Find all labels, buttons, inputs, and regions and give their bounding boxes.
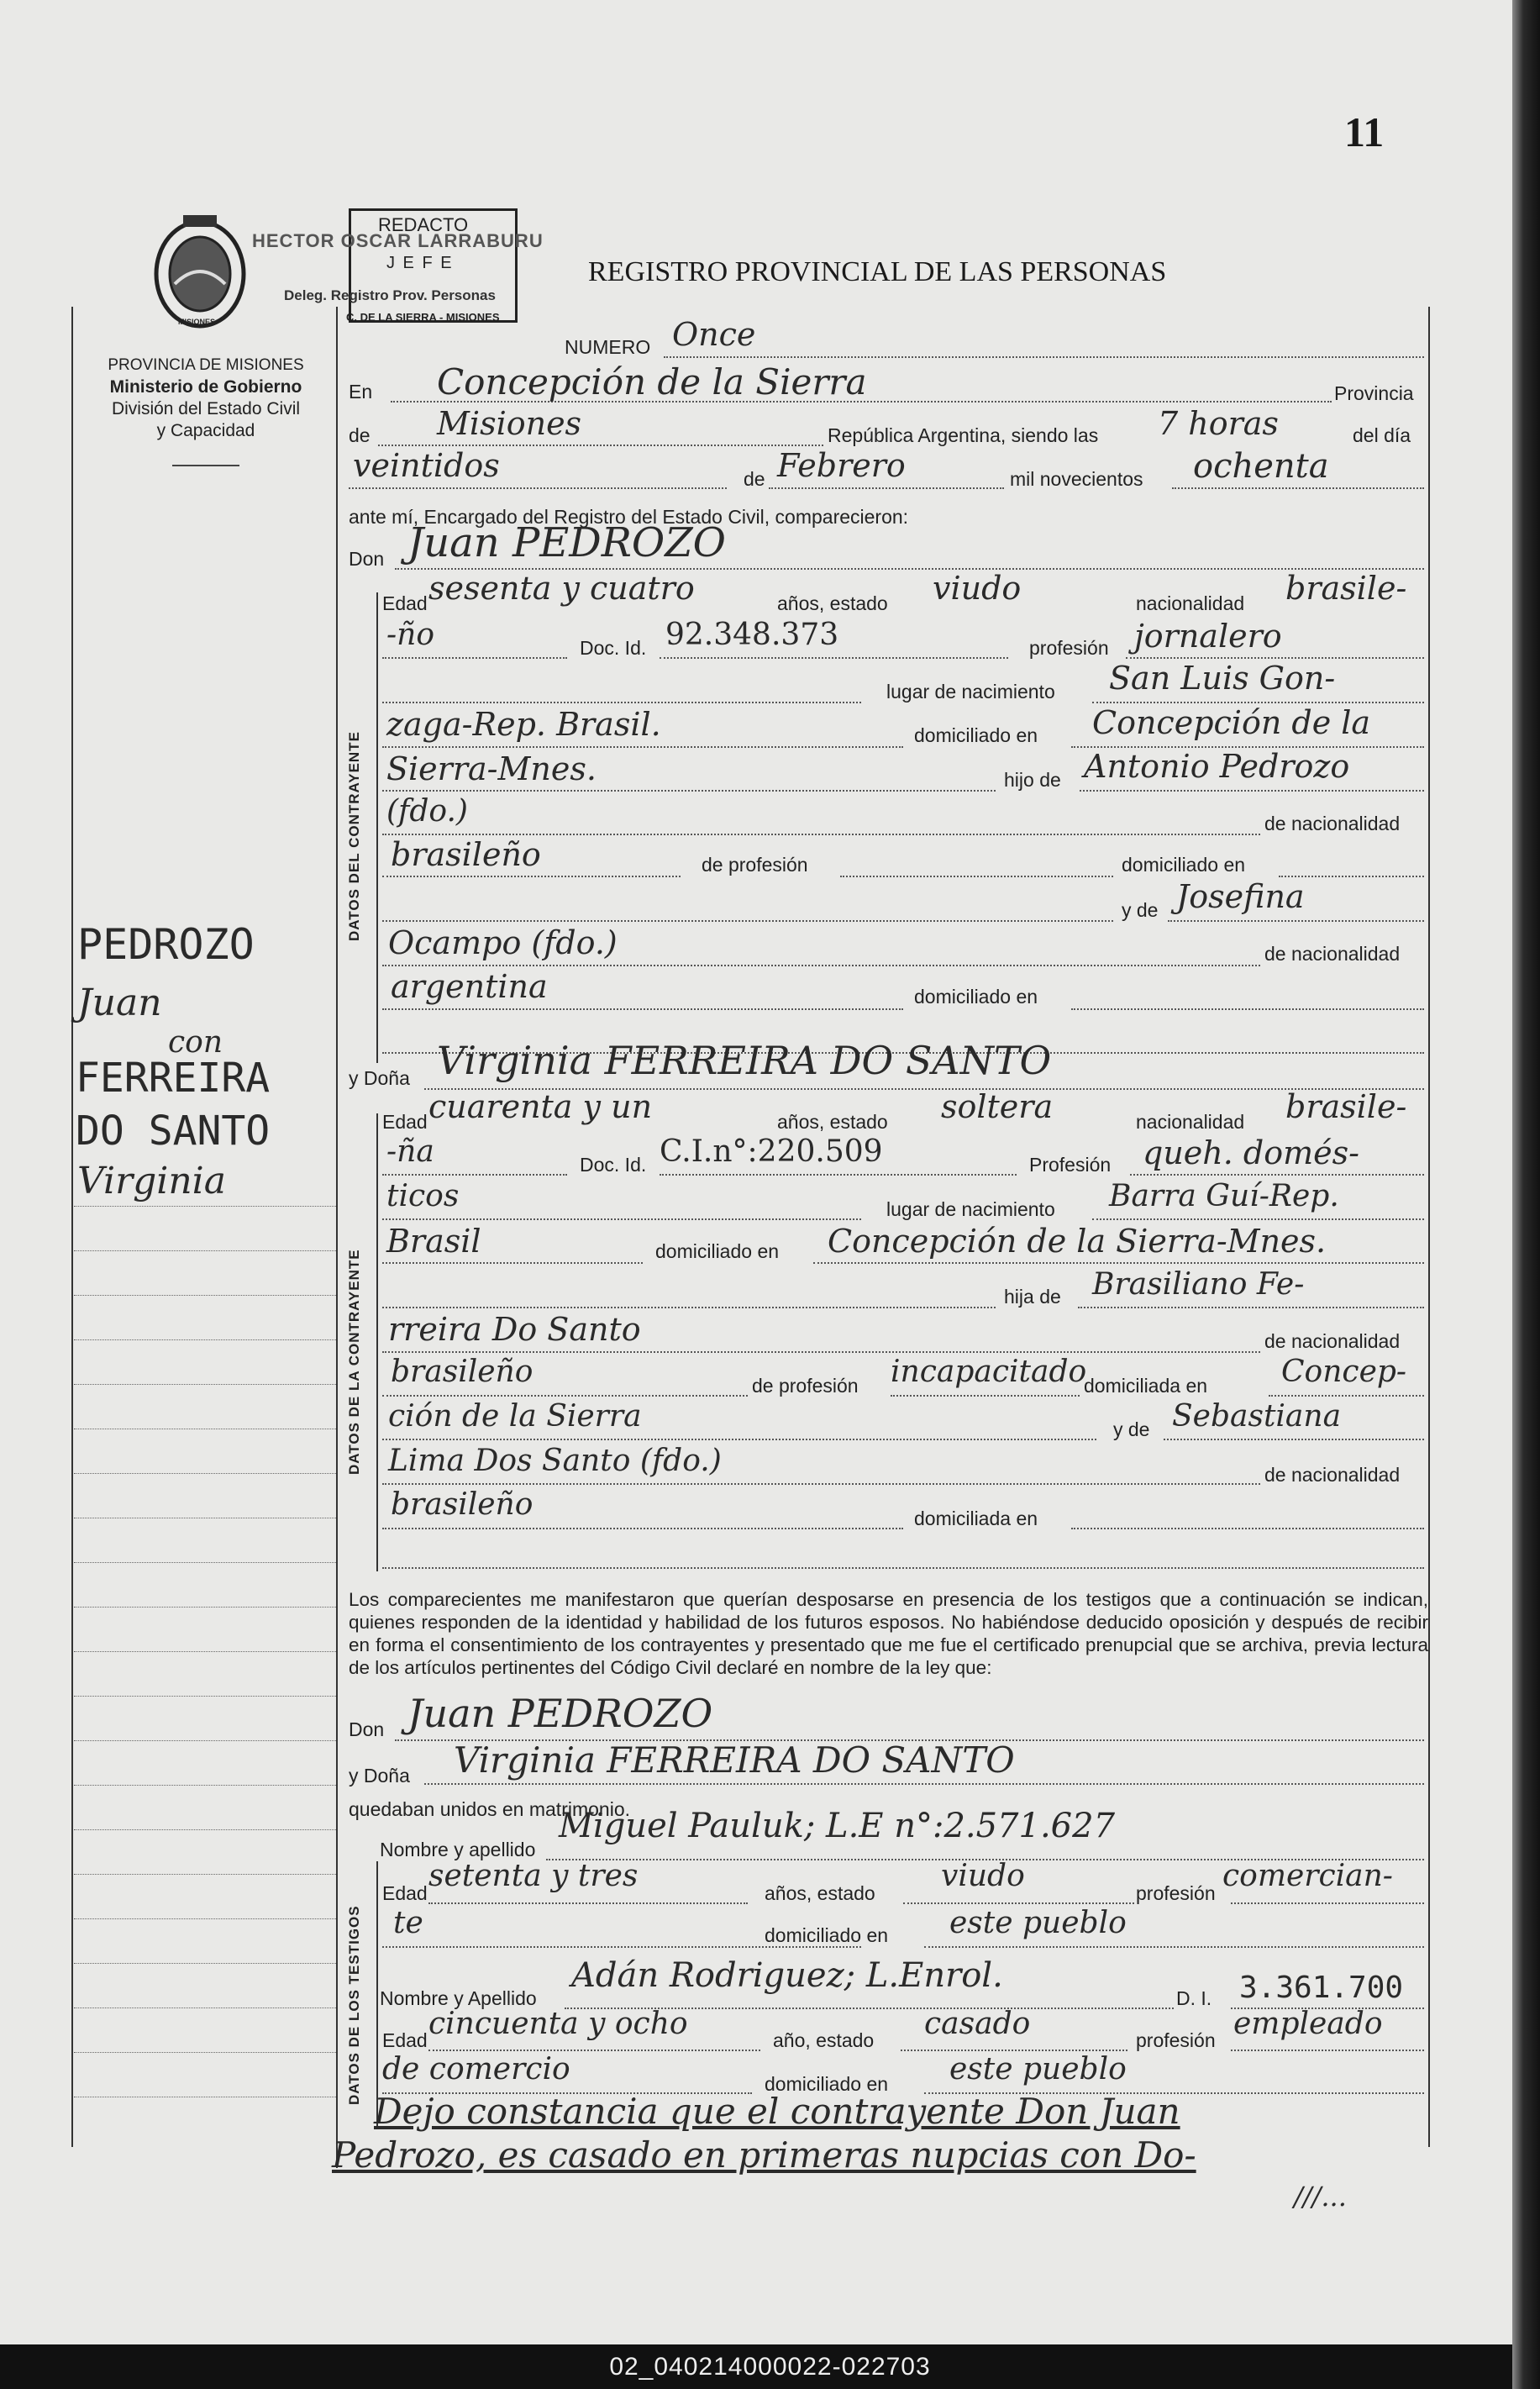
line-witness1-dom [924, 1946, 1424, 1948]
footer-label: 02_040214000022-022703 [609, 2353, 931, 2381]
margin-surname-bride-2: DO SANTO [76, 1108, 271, 1155]
entry-bride-name: Virginia FERREIRA DO SANTO [437, 1038, 1052, 1083]
margin-surname-groom: PEDROZO [77, 920, 255, 969]
line-de [378, 445, 823, 446]
label-witness1-anios-estado: años, estado [765, 1882, 875, 1904]
entry-groom-edad: sesenta y cuatro [428, 570, 695, 607]
left-header-division: División del Estado Civil [111, 399, 301, 418]
margin-surname-bride-1: FERREIRA [76, 1055, 271, 1102]
label-bride-hija-de: hija de [1004, 1286, 1061, 1308]
stamp-line4: C. DE LA SIERRA - MISIONES [346, 311, 500, 324]
line-groom-nac-2 [382, 657, 567, 659]
note-line-3: ///... [1294, 2181, 1347, 2213]
label-decl-dona: y Doña [349, 1765, 410, 1786]
line-bride-mother-dom [1071, 1528, 1424, 1529]
label-en: En [349, 381, 373, 403]
line-bride-profesion [1130, 1174, 1424, 1176]
entry-groom-father-nac: brasileño [391, 836, 541, 873]
entry-groom-mother-nac: argentina [391, 968, 548, 1005]
label-groom-domicilio: domiciliado en [914, 724, 1038, 746]
stamp-line1: HECTOR OSCAR LARRABURU [252, 230, 544, 251]
entry-groom-father-1: Antonio Pedrozo [1084, 748, 1350, 785]
line-groom-father-2 [382, 834, 1260, 835]
entry-groom-name: Juan PEDROZO [407, 519, 726, 566]
label-bride-father-nac: de nacionalidad [1264, 1330, 1401, 1352]
line-bride-lugar-2 [382, 1262, 643, 1264]
entry-bride-profesion-1: queh. domés- [1143, 1134, 1359, 1171]
line-groom-father [1080, 790, 1424, 792]
label-witness1-name: Nombre y apellido [380, 1839, 536, 1860]
entry-numero: Once [672, 316, 756, 353]
entry-groom-lugar-2: zaga-Rep. Brasil. [386, 706, 661, 743]
entry-groom-dom-2: Sierra-Mnes. [386, 750, 597, 787]
entry-witness1-name: Miguel Pauluk; L.E n°:2.571.627 [559, 1807, 1116, 1845]
label-groom-y-de: y de [1122, 899, 1159, 921]
entry-witness2-di: 3.361.700 [1239, 1971, 1404, 2005]
entry-witness1-edad: setenta y tres [428, 1859, 639, 1893]
label-groom-father-prof: de profesión [702, 854, 808, 876]
line-bride-father-prof [891, 1395, 1080, 1397]
seal-text: MISIONES [178, 318, 216, 326]
provincial-seal [150, 208, 250, 334]
label-groom-lugar: lugar de nacimiento [886, 681, 1055, 702]
note-line-1: Dejo constancia que el contrayente Don Juan [374, 2091, 1180, 2132]
label-decl-don: Don [349, 1718, 385, 1740]
line-bride-mother-nac [382, 1528, 903, 1529]
entry-groom-mother-1: Josefina [1176, 878, 1305, 915]
entry-bride-nac-1: brasile- [1285, 1088, 1407, 1125]
line-groom-father-dom-2 [382, 920, 1113, 922]
entry-bride-nac-2: -ña [386, 1134, 434, 1169]
label-bride-profesion: Profesión [1029, 1154, 1112, 1176]
note-line-2: Pedrozo, es casado en primeras nupcias con Do- [332, 2134, 1196, 2176]
entry-bride-father-nac: brasileño [391, 1355, 533, 1389]
entry-bride-father-2: rreira Do Santo [388, 1311, 641, 1348]
stamp-line2: J E F E [386, 254, 454, 272]
line-bride-father-nac [382, 1395, 748, 1397]
line-bride-father [1078, 1307, 1424, 1308]
side-label-bride: DATOS DE LA CONTRAYENTE [346, 1249, 362, 1475]
line-groom-mother-2 [382, 965, 1260, 966]
line-dia [349, 487, 727, 489]
entry-decl-don: Juan PEDROZO [407, 1691, 713, 1736]
left-header-rule [172, 465, 239, 466]
entry-witness2-prof-2: de comercio [382, 2052, 570, 2086]
label-groom-anios-estado: años, estado [777, 592, 888, 614]
line-numero [664, 356, 1424, 358]
line-bride-doc [660, 1174, 1017, 1176]
groom-block-line [376, 592, 378, 1063]
line-bride-father-dom [1269, 1395, 1424, 1397]
line-groom-lugar-blank [382, 702, 861, 703]
line-groom-lugar [1092, 702, 1424, 703]
page-number: 11 [1344, 108, 1385, 155]
line-groom-mother-dom [1071, 1008, 1424, 1010]
label-bride-doc: Doc. Id. [580, 1154, 647, 1176]
entry-groom-lugar-1: San Luis Gon- [1109, 660, 1336, 697]
entry-witness2-prof: empleado [1233, 2007, 1383, 2041]
line-groom-profesion [1126, 657, 1424, 659]
label-bride-edad: Edad [382, 1111, 428, 1133]
line-anio [1172, 487, 1424, 489]
label-witness1-domicilio: domiciliado en [765, 1924, 889, 1946]
label-bride-y-de: y de [1113, 1418, 1150, 1440]
entry-bride-mother-2: Lima Dos Santo (fdo.) [388, 1444, 722, 1478]
entry-bride-mother-1: Sebastiana [1172, 1399, 1342, 1434]
declaration-paragraph: Los comparecientes me manifestaron que querían desposarse en presencia de los testigos que a continuación se indican, quienes responden de la identidad y habilidad de los futuros esposos. No habiéndose deducido oposición y después de recibir en forma el consentimiento de los contrayentes y presentado que me fue el certificado prenupcial que se archiva, previa lectura de los artículos pertinentes del Código Civil declaré en nombre de la ley que: [349, 1589, 1428, 1678]
entry-witness1-prof-1: comercian- [1222, 1859, 1393, 1893]
entry-bride-estado: soltera [941, 1088, 1054, 1125]
line-bride-father-2 [382, 1351, 1260, 1353]
margin-con: con [168, 1025, 223, 1060]
label-witness2-profesion: profesión [1136, 2029, 1216, 2051]
line-bride-mother-2 [382, 1483, 1260, 1485]
label-de-mes: de [744, 468, 765, 490]
line-groom-dom-2 [382, 790, 996, 792]
entry-bride-mother-nac: brasileño [391, 1487, 533, 1522]
label-groom-doc: Doc. Id. [580, 637, 647, 659]
label-de: de [349, 424, 371, 446]
margin-name-groom: Juan [77, 981, 162, 1024]
label-bride-mother-nac: de nacionalidad [1264, 1464, 1401, 1486]
margin-name-bride: Virginia [77, 1160, 226, 1202]
label-witness1-profesion: profesión [1136, 1882, 1216, 1904]
entry-bride-father-prof: incapacitado [891, 1355, 1087, 1389]
entry-witness2-dom: este pueblo [949, 2052, 1127, 2086]
side-label-groom: DATOS DEL CONTRAYENTE [346, 731, 362, 941]
entry-groom-father-2: (fdo.) [386, 794, 468, 829]
label-groom-mother-nac: de nacionalidad [1264, 943, 1401, 965]
line-groom-mother [1168, 920, 1424, 922]
entry-bride-lugar-2: Brasil [386, 1223, 481, 1260]
stamp-redacto: REDACTO [378, 214, 469, 235]
entry-de: Misiones [437, 405, 582, 442]
line-bride-domicilio [813, 1262, 1424, 1264]
witness-block-line [376, 1861, 378, 2126]
entry-bride-lugar-1: Barra Guí-Rep. [1109, 1179, 1339, 1213]
label-witness2-di: D. I. [1176, 1987, 1212, 2009]
label-groom-father-nac: de nacionalidad [1264, 813, 1401, 834]
left-margin-line [71, 307, 73, 2147]
entry-bride-profesion-2: ticos [386, 1179, 460, 1213]
label-bride-father-dom: domiciliada en [1084, 1375, 1208, 1397]
entry-groom-doc: 92.348.373 [665, 618, 839, 652]
entry-groom-nac-2: -ño [386, 618, 435, 652]
label-groom-nacionalidad: nacionalidad [1136, 592, 1245, 614]
entry-witness1-estado: viudo [941, 1859, 1025, 1893]
entry-bride-father-1: Brasiliano Fe- [1092, 1267, 1305, 1302]
entry-groom-nac-1: brasile- [1285, 570, 1407, 607]
side-label-witnesses: DATOS DE LOS TESTIGOS [346, 1905, 362, 2105]
entry-witness2-edad: cincuenta y ocho [428, 2007, 688, 2041]
right-margin-line [1428, 307, 1430, 2147]
label-ante-mi: ante mí, Encargado del Registro del Estado Civil, comparecieron: [349, 506, 909, 528]
label-groom-profesion: profesión [1029, 637, 1109, 659]
line-mes [769, 487, 1004, 489]
entry-bride-domicilio: Concepción de la Sierra-Mnes. [828, 1223, 1327, 1260]
left-header [76, 355, 336, 442]
label-y-dona: y Doña [349, 1067, 410, 1089]
label-groom-edad: Edad [382, 592, 428, 614]
line-bride-prof-2 [382, 1218, 861, 1220]
bride-block-line [376, 1113, 378, 1571]
line-groom-lugar-2 [382, 746, 903, 748]
stamp-line3: Deleg. Registro Prov. Personas [284, 287, 496, 303]
left-header-capacity: y Capacidad [156, 421, 255, 440]
label-witness2-edad: Edad [382, 2029, 428, 2051]
label-republica: República Argentina, siendo las [828, 424, 1099, 446]
label-bride-nacionalidad: nacionalidad [1136, 1111, 1245, 1133]
line-witness1-prof [1231, 1902, 1424, 1904]
label-del-dia: del día [1353, 424, 1411, 446]
label-don: Don [349, 548, 385, 570]
entry-witness2-estado: casado [924, 2007, 1031, 2041]
line-groom-doc [660, 657, 1008, 659]
book-edge [1512, 0, 1540, 2389]
margin-divider [336, 307, 338, 2168]
label-groom-hijo-de: hijo de [1004, 769, 1061, 791]
entry-groom-estado: viudo [933, 570, 1022, 607]
entry-en: Concepción de la Sierra [437, 361, 867, 403]
entry-witness1-prof-2: te [393, 1906, 423, 1940]
label-witness1-edad: Edad [382, 1882, 428, 1904]
label-bride-lugar: lugar de nacimiento [886, 1198, 1055, 1220]
line-bride-nac-2 [382, 1174, 567, 1176]
line-witness2-prof [1231, 2050, 1424, 2051]
line-bride-blank [382, 1567, 1424, 1569]
label-bride-father-prof: de profesión [752, 1375, 859, 1397]
label-witness2-name: Nombre y Apellido [380, 1987, 537, 2009]
label-witness2-anio-estado: año, estado [773, 2029, 875, 2051]
entry-decl-dona: Virginia FERREIRA DO SANTO [454, 1739, 1015, 1781]
entry-groom-mother-2: Ocampo (fdo.) [388, 924, 618, 961]
label-bride-anios-estado: años, estado [777, 1111, 888, 1133]
line-groom-mother-nac [382, 1008, 903, 1010]
label-bride-domicilio: domiciliado en [655, 1240, 780, 1262]
entry-bride-edad: cuarenta y un [428, 1088, 653, 1125]
entry-mes: Febrero [777, 447, 906, 484]
line-bride-dom-2 [382, 1307, 996, 1308]
label-bride-mother-dom: domiciliada en [914, 1508, 1038, 1529]
line-bride-lugar [1092, 1218, 1424, 1220]
entry-groom-profesion: jornalero [1134, 618, 1282, 655]
line-groom-father-dom [1279, 876, 1424, 877]
line-groom-father-prof [840, 876, 1113, 877]
entry-anio: ochenta [1193, 447, 1329, 486]
line-bride-mother [1164, 1439, 1424, 1440]
entry-bride-father-dom-1: Concep- [1281, 1355, 1407, 1389]
entry-witness2-name: Adán Rodriguez; L.Enrol. [571, 1956, 1003, 1995]
entry-horas: 7 horas [1158, 405, 1279, 442]
entry-groom-dom-1: Concepción de la [1092, 704, 1371, 741]
label-quedaban: quedaban unidos en matrimonio. [349, 1798, 631, 1820]
line-witness1-edad [428, 1902, 748, 1904]
label-groom-father-dom: domiciliado en [1122, 854, 1246, 876]
label-numero: NUMERO [565, 336, 651, 358]
label-groom-mother-dom: domiciliado en [914, 986, 1038, 1008]
entry-witness1-dom: este pueblo [949, 1906, 1127, 1940]
entry-bride-doc: C.I.n°:220.509 [660, 1134, 883, 1169]
entry-bride-father-dom-2: ción de la Sierra [388, 1399, 642, 1434]
left-header-province: PROVINCIA DE MISIONES [108, 356, 304, 374]
line-witness1-estado [903, 1902, 1134, 1904]
entry-dia: veintidos [353, 447, 500, 484]
line-decl-dona [424, 1783, 1424, 1785]
line-witness2-edad [428, 2050, 760, 2051]
label-witness2-domicilio: domiciliado en [765, 2073, 889, 2095]
line-bride-father-dom-2 [382, 1439, 1096, 1440]
document-title: REGISTRO PROVINCIAL DE LAS PERSONAS [588, 256, 1167, 287]
label-provincia: Provincia [1334, 382, 1414, 404]
line-groom-father-nac [382, 876, 681, 877]
label-mil-novecientos: mil novecientos [1010, 468, 1143, 490]
line-witness2-estado [901, 2050, 1127, 2051]
left-header-ministry: Ministerio de Gobierno [109, 377, 302, 397]
